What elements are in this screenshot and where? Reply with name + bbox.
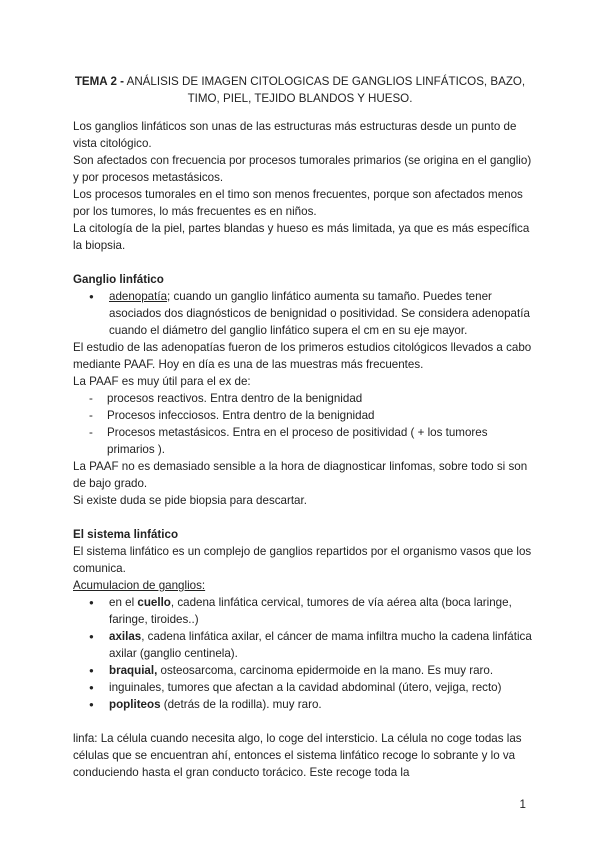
intro-paragraph: Los procesos tumorales en el timo son menos frecuentes, porque son afectados menos por los tumores, lo más frecuentes es en niños.	[73, 188, 523, 218]
intro-paragraph: La citología de la piel, partes blandas y hueso es más limitada, ya que es más específica la biopsia.	[73, 222, 530, 252]
list-item: ● en el cuello, cadena linfática cervical, tumores de vía aérea alta (boca laringe, faringe, tiroides..)	[73, 594, 533, 628]
list-item: ● popliteos (detrás de la rodilla). muy raro.	[73, 696, 533, 713]
section-heading-sistema: El sistema linfático	[73, 528, 179, 541]
paragraph: La PAAF es muy útil para el ex de:	[73, 375, 251, 388]
adenopatia-list	[73, 288, 533, 339]
list-item: - Procesos metastásicos. Entra en el proceso de positividad ( + los tumores primarios ).	[73, 424, 533, 458]
ganglios-list	[73, 594, 533, 713]
document-body	[73, 118, 533, 781]
list-item	[73, 288, 533, 339]
paragraph: El sistema linfático es un complejo de ganglios repartidos por el organismo vasos que los comunica.	[73, 545, 532, 575]
document-title	[60, 73, 540, 107]
title-prefix: TEMA 2 -	[74, 75, 124, 88]
adenopatia-term: adenopatía	[109, 290, 168, 303]
paragraph: El estudio de las adenopatías fueron de los primeros estudios citológicos llevados a cabo mediante PAAF. Hoy en día es una de las muestras más frecuentes.	[73, 341, 532, 371]
subheading-acumulacion: Acumulacion de ganglios:	[73, 579, 206, 592]
closing-paragraph: linfa: La célula cuando necesita algo, lo coge del intersticio. La célula no coge todas las células que se encuentran ahí, entonces el sistema linfático recoge lo sobrante y lo va conduciendo hasta el gran conducto torácico. Este recoge toda la	[73, 732, 522, 779]
list-item: ● inguinales, tumores que afectan a la cavidad abdominal (útero, vejiga, recto)	[73, 679, 533, 696]
page-number: 1	[519, 798, 526, 811]
list-item: ● axilas, cadena linfática axilar, el cáncer de mama infiltra mucho la cadena linfática axilar (ganglio centinela).	[73, 628, 533, 662]
list-item: ● braquial, osteosarcoma, carcinoma epidermoide en la mano. Es muy raro.	[73, 662, 533, 679]
list-item: - procesos reactivos. Entra dentro de la benignidad	[73, 390, 533, 407]
intro-paragraph: Los ganglios linfáticos son unas de las estructuras más estructuras desde un punto de vista citológico.	[73, 120, 517, 150]
adenopatia-definition: ; cuando un ganglio linfático aumenta su tamaño. Puedes tener asociados dos diagnósticos de benignidad o positividad. Se considera adenopatía cuando el diámetro del ganglio linfático supera el cm en su eje mayor.	[109, 290, 530, 337]
section-heading-ganglio: Ganglio linfático	[73, 273, 164, 286]
title-text: ANÁLISIS DE IMAGEN CITOLOGICAS DE GANGLIOS LINFÁTICOS, BAZO, TIMO, PIEL, TEJIDO BLANDOS Y HUESO.	[124, 75, 526, 105]
intro-paragraph: Son afectados con frecuencia por procesos tumorales primarios (se origina en el ganglio) y por procesos metastásicos.	[73, 154, 532, 184]
paragraph: Si existe duda se pide biopsia para descartar.	[73, 494, 307, 507]
list-item: - Procesos infecciosos. Entra dentro de la benignidad	[73, 407, 533, 424]
paaf-uses-list	[73, 390, 533, 458]
paragraph: La PAAF no es demasiado sensible a la hora de diagnosticar linfomas, sobre todo si son de bajo grado.	[73, 460, 528, 490]
